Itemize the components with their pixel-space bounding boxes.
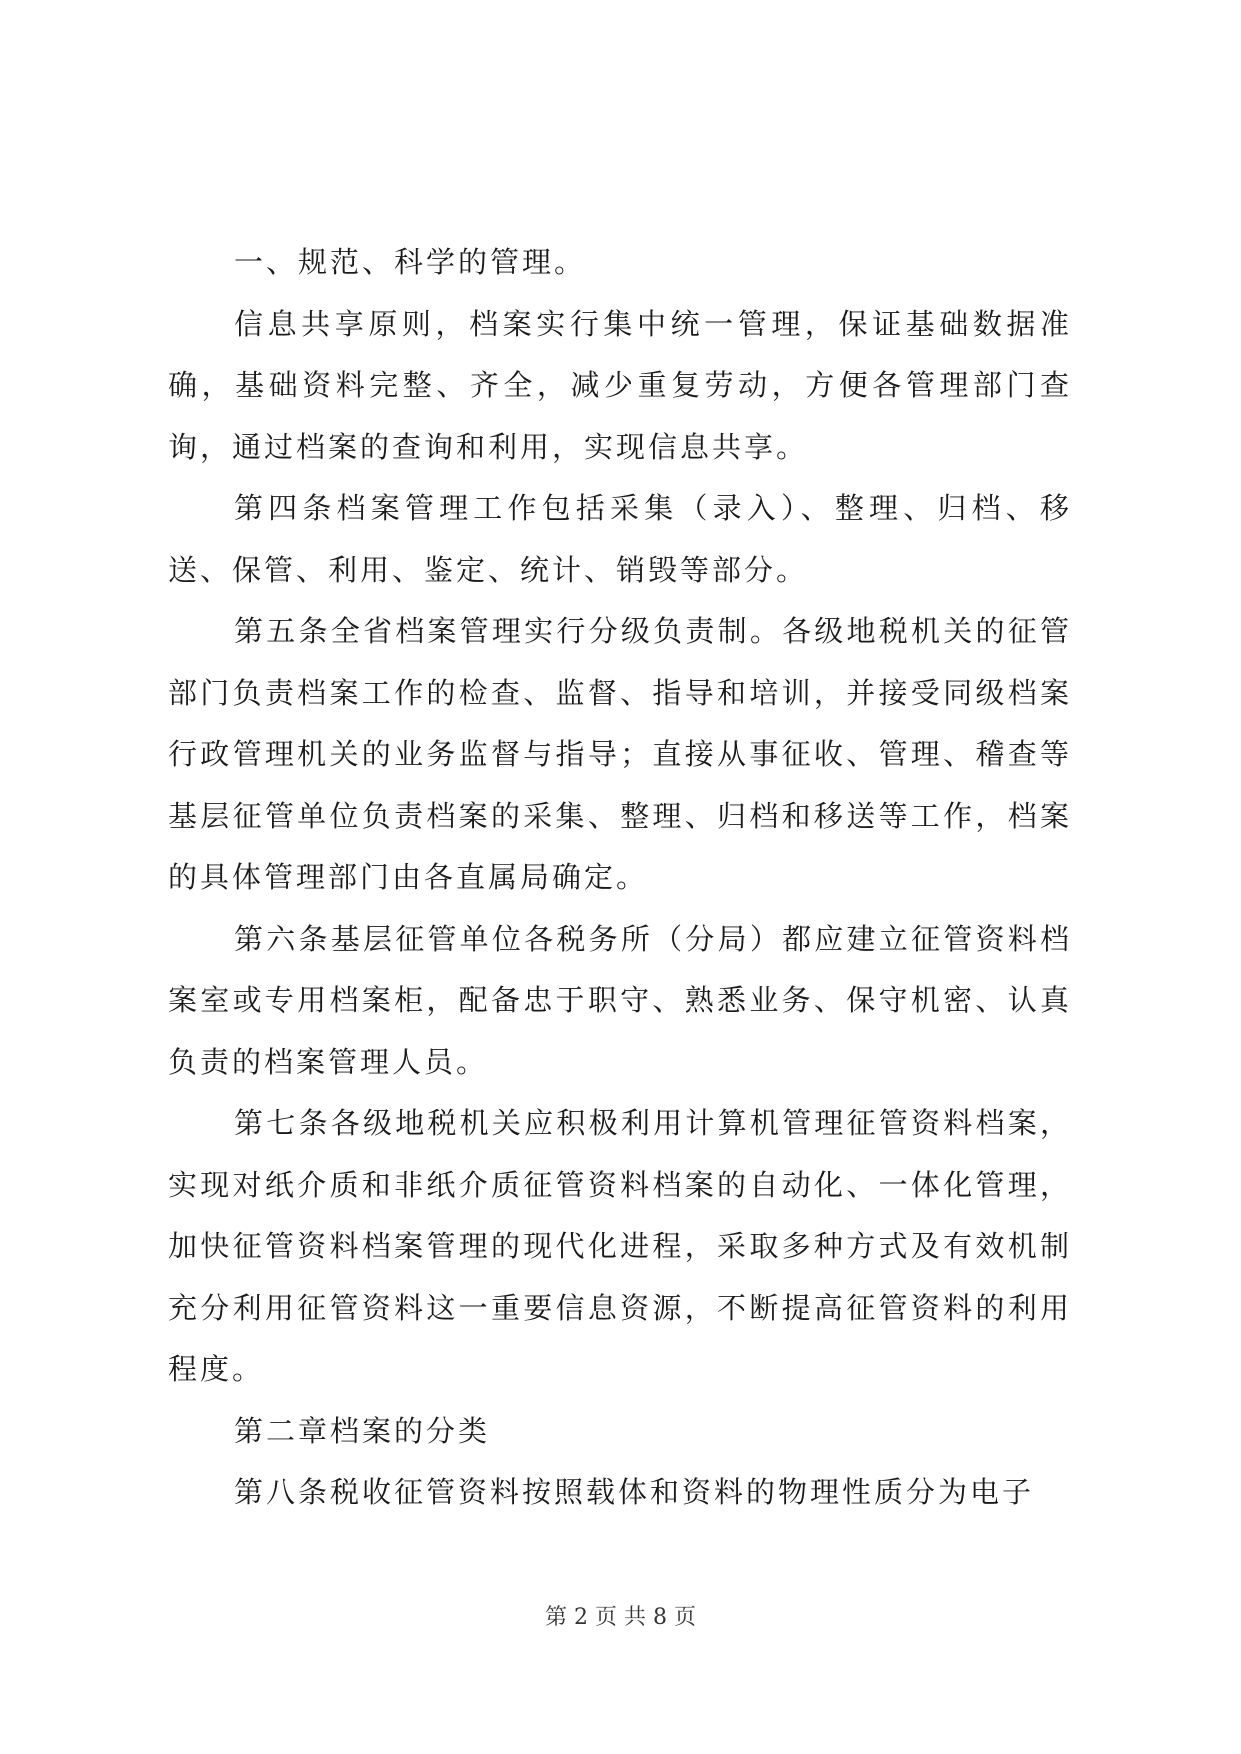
page-number-footer: 第 2 页 共 8 页 — [545, 1605, 696, 1630]
document-body — [168, 232, 1072, 1524]
paragraph-4: 第五条全省档案管理实行分级负责制。各级地税机关的征管部门负责档案工作的检查、监督、指导和培训，并接受同级档案行政管理机关的业务监督与指导；直接从事征收、管理、稽查等基层征管单位负责档案的采集、整理、归档和移送等工作，档案的具体管理部门由各直属局确定。 — [168, 614, 1072, 894]
paragraph-3: 第四条档案管理工作包括采集（录入）、整理、归档、移送、保管、利用、鉴定、统计、销毁等部分。 — [168, 491, 1072, 587]
paragraph-6: 第七条各级地税机关应积极利用计算机管理征管资料档案，实现对纸介质和非纸介质征管资料档案的自动化、一体化管理，加快征管资料档案管理的现代化进程，采取多种方式及有效机制充分利用征管资料这一重要信息资源，不断提高征管资料的利用程度。 — [168, 1106, 1072, 1386]
paragraph-1: 一、规范、科学的管理。 — [234, 245, 587, 279]
paragraph-2: 信息共享原则，档案实行集中统一管理，保证基础数据准确，基础资料完整、齐全，减少重复劳动，方便各管理部门查询，通过档案的查询和利用，实现信息共享。 — [168, 306, 1072, 464]
paragraph-5: 第六条基层征管单位各税务所（分局）都应建立征管资料档案室或专用档案柜，配备忠于职守、熟悉业务、保守机密、认真负责的档案管理人员。 — [168, 921, 1072, 1079]
chapter-heading: 第二章档案的分类 — [234, 1413, 491, 1448]
paragraph-8: 第八条税收征管资料按照载体和资料的物理性质分为电子 — [234, 1475, 1035, 1509]
